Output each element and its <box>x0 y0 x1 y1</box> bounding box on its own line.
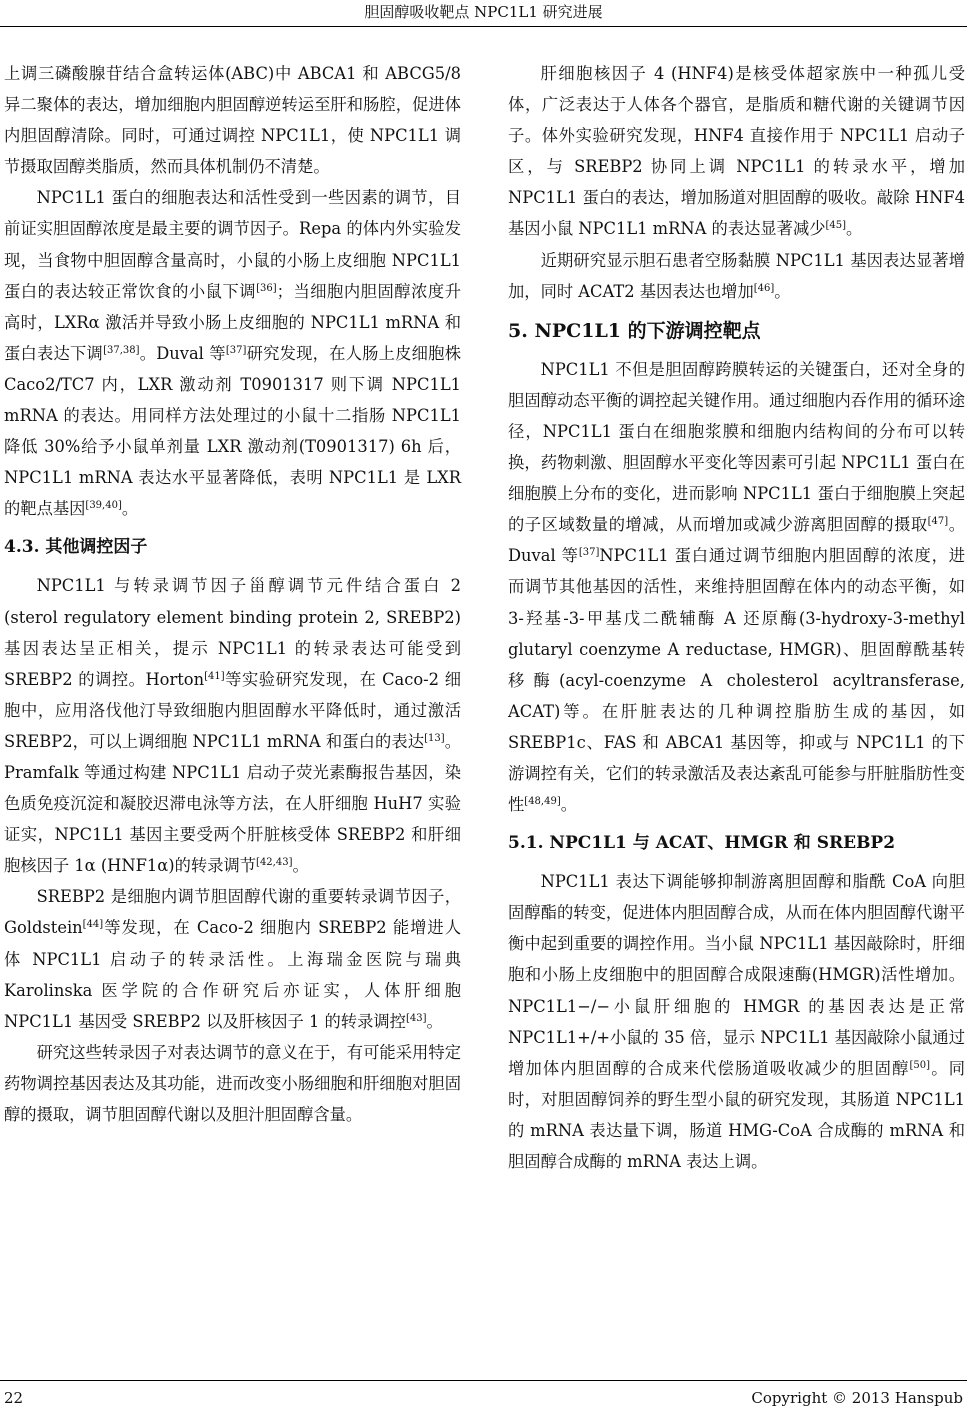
paragraph: NPC1L1 蛋白的细胞表达和活性受到一些因素的调节，目前证实胆固醇浓度是最主要的调节因子。Repa 的体内外实验发现，当食物中胆固醇含量高时，小鼠的小肠上皮细胞 NPC1L1 蛋白的表达较正常饮食的小鼠下调[36]；当细胞内胆固醇浓度升高时，LXRα 激活并导致小肠上皮细胞的 NPC1L1 mRNA 和蛋白表达下调[37,38]。Duval 等[37]研究发现，在人肠上皮细胞株 Caco2/TC7 内，LXR 激动剂 T0901317 则下调 NPC1L1 mRNA 的表达。用同样方法处理过的小鼠十二指肠 NPC1L1 降低 30%给予小鼠单剂量 LXR 激动剂(T0901317) 6h 后，NPC1L1 mRNA 表达水平显著降低，表明 NPC1L1 是 LXR 的靶点基因[39,40]。 <box>4 188 461 519</box>
citation: [39,40] <box>85 500 122 512</box>
citation: [36] <box>256 282 277 294</box>
citation: [42,43] <box>256 857 293 869</box>
citation: [50] <box>909 1059 931 1071</box>
section-heading-5-1: 5.1. NPC1L1 与 ACAT、HMGR 和 SREBP2 <box>508 833 896 854</box>
paragraph: 研究这些转录因子对表达调节的意义在于，有可能采用特定药物调控基因表达及其功能，进而改变小肠细胞和肝细胞对胆固醇的摄取，调节胆固醇代谢以及胆汁胆固醇含量。 <box>4 1042 461 1124</box>
paragraph: 近期研究显示胆石患者空肠黏膜 NPC1L1 基因表达显著增加，同时 ACAT2 基因表达也增加[46]。 <box>508 250 965 301</box>
citation: [44] <box>82 919 104 931</box>
paragraph: NPC1L1 表达下调能够抑制游离胆固醇和脂酰 CoA 向胆固醇酯的转变，促进体内胆固醇合成，从而在体内胆固醇代谢平衡中起到重要的调控作用。当小鼠 NPC1L1 基因敲除时，肝细胞和小肠上皮细胞中的胆固醇合成限速酶(HMGR)活性增加。NPC1L1−/−小鼠肝细胞的 HMGR 的基因表达是正常 NPC1L1+/+小鼠的 35 倍，显示 NPC1L1 基因敲除小鼠通过增加体内胆固醇的合成来代偿肠道吸收减少的胆固醇[50]。同时，对胆固醇饲养的野生型小鼠的研究发现，其肠道 NPC1L1 的 mRNA 表达量下调，肠道 HMG-CoA 合成酶的 mRNA 和胆固醇合成酶的 mRNA 表达上调。 <box>508 872 965 1171</box>
citation: [48,49] <box>524 796 561 808</box>
running-title: 胆固醇吸收靶点 NPC1L1 研究进展 <box>364 3 603 21</box>
right-column <box>508 58 965 1177</box>
citation: [47] <box>927 516 949 528</box>
footer-rule <box>0 1380 967 1381</box>
paragraph: SREBP2 是细胞内调节胆固醇代谢的重要转录调节因子，Goldstein[44]等发现，在 Caco-2 细胞内 SREBP2 能增进人体 NPC1L1 启动子的转录活性。上海瑞金医院与瑞典 Karolinska 医学院的合作研究后亦证实，人体肝细胞 NPC1L1 基因受 SREBP2 以及肝核因子 1 的转录调控[43]。 <box>4 887 461 1031</box>
left-column <box>4 58 461 1130</box>
citation: [13] <box>424 732 445 744</box>
citation: [37] <box>225 344 247 356</box>
paragraph: NPC1L1 不但是胆固醇跨膜转运的关键蛋白，还对全身的胆固醇动态平衡的调控起关键作用。通过细胞内吞作用的循环途径，NPC1L1 蛋白在细胞浆膜和细胞内结构间的分布可以转换，药物刺激、胆固醇水平变化等因素可引起 NPC1L1 蛋白在细胞膜上分布的变化，进而影响 NPC1L1 蛋白于细胞膜上突起的子区域数量的增减，从而增加或减少游离胆固醇的摄取[47]。Duval 等[37]NPC1L1 蛋白通过调节细胞内胆固醇的浓度，进而调节其他基因的活性，来维持胆固醇在体内的动态平衡，如 3-羟基-3-甲基戊二酰辅酶 A 还原酶(3-hydroxy-3-methyl glutaryl coenzyme A reductase, HMGR)、胆固醇酰基转移酶(acyl-coenzyme A cholesterol acyltransferase, ACAT)等。在肝脏表达的几种调控脂肪生成的基因，如 SREBP1c、FAS 和 ABCA1 基因等，抑或与 NPC1L1 的下游调控有关，它们的转录激活及表达紊乱可能参与肝脏脂肪性变性[48,49]。 <box>508 359 966 815</box>
paragraph: 肝细胞核因子 4 (HNF4)是核受体超家族中一种孤儿受体，广泛表达于人体各个器官，是脂质和糖代谢的关键调节因子。体外实验研究发现，HNF4 直接作用于 NPC1L1 启动子区，与 SREBP2 协同上调 NPC1L1 的转录水平，增加 NPC1L1 蛋白的表达，增加肠道对胆固醇的吸收。敲除 HNF4 基因小鼠 NPC1L1 mRNA 的表达显著减少[45]。 <box>508 64 965 239</box>
citation: [46] <box>753 282 775 294</box>
section-heading-4-3: 4.3. 其他调控因子 <box>4 537 148 558</box>
section-heading-5: 5. NPC1L1 的下游调控靶点 <box>508 319 761 342</box>
paragraph: NPC1L1 与转录调节因子甾醇调节元件结合蛋白 2 (sterol regulatory element binding protein 2, SREBP2) 基因表达呈正相关，提示 NPC1L1 的转录表达可能受到 SREBP2 的调控。Horton[41]等实验研究发现，在 Caco-2 细胞中，应用洛伐他汀导致细胞内胆固醇水平降低时，通过激活 SREBP2，可以上调细胞 NPC1L1 mRNA 和蛋白的表达[13]。Pramfalk 等通过构建 NPC1L1 启动子荧光素酶报告基因，染色质免疫沉淀和凝胶迟滞电泳等方法，在人肝细胞 HuH7 实验证实，NPC1L1 基因主要受两个肝脏核受体 SREBP2 和肝细胞核因子 1α (HNF1α)的转录调节[42,43]。 <box>4 576 462 876</box>
paragraph: 上调三磷酸腺苷结合盒转运体(ABC)中 ABCA1 和 ABCG5/8 异二聚体的表达，增加细胞内胆固醇逆转运至肝和肠腔，促进体内胆固醇清除。同时，可通过调控 NPC1L1，使 NPC1L1 调节摄取固醇类脂质，然而具体机制仍不清楚。 <box>4 64 461 177</box>
header-rule <box>0 26 967 27</box>
citation: [37,38] <box>103 344 140 356</box>
citation: [45] <box>825 220 847 232</box>
citation: [43] <box>405 1012 427 1024</box>
citation: [37] <box>578 547 600 559</box>
copyright-notice: Copyright © 2013 Hanspub <box>751 1389 963 1407</box>
page-number: 22 <box>4 1389 24 1407</box>
citation: [41] <box>204 670 225 682</box>
